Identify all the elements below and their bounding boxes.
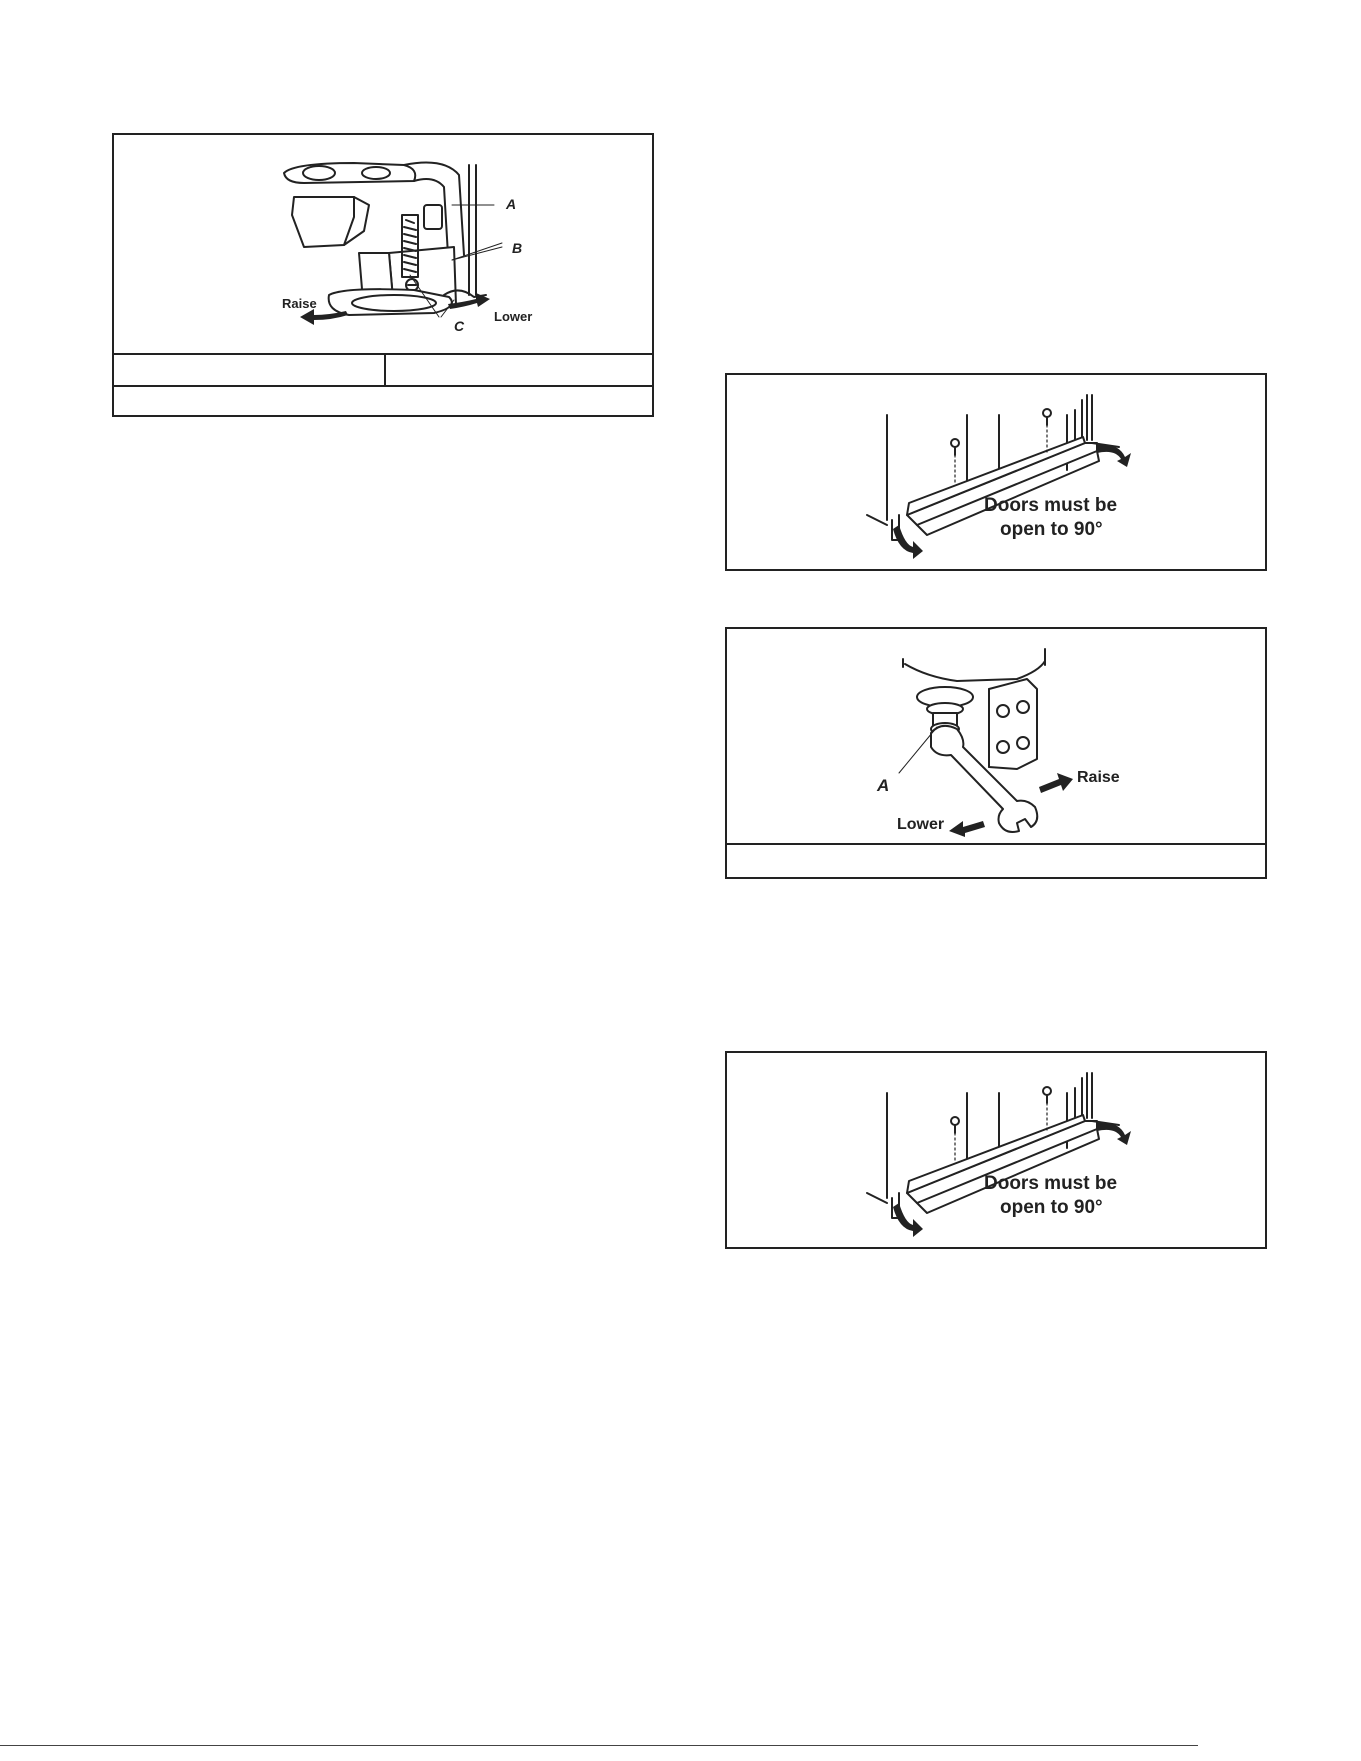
hinge-figure-box xyxy=(112,133,654,417)
grille-illustration-top xyxy=(727,375,1265,569)
footer-rule xyxy=(0,1745,1198,1746)
grille-bottom-caption-line2: open to 90° xyxy=(1000,1197,1103,1218)
hinge-table-cell-divider xyxy=(384,355,386,385)
hinge-callout-c: C xyxy=(454,318,465,334)
wrench-callout-a: A xyxy=(877,776,890,795)
wrench-raise-label: Raise xyxy=(1077,769,1120,786)
hinge-table-row-1 xyxy=(114,353,652,385)
wrench-lower-label: Lower xyxy=(897,816,945,833)
wrench-table-row xyxy=(727,843,1265,877)
grille-top-caption-line2: open to 90° xyxy=(1000,519,1103,540)
grille-figure-bottom-box xyxy=(725,1051,1267,1249)
hinge-table-row-2 xyxy=(114,385,652,415)
hinge-callout-b: B xyxy=(512,240,523,256)
grille-figure-top-box xyxy=(725,373,1267,571)
wrench-figure-box xyxy=(725,627,1267,879)
wrench-illustration xyxy=(727,629,1265,843)
hinge-illustration xyxy=(114,135,652,353)
grille-bottom-caption-line1: Doors must be xyxy=(984,1173,1118,1194)
hinge-lower-label: Lower xyxy=(494,309,533,324)
hinge-raise-label: Raise xyxy=(282,296,317,311)
grille-illustration-bottom xyxy=(727,1053,1265,1247)
hinge-callout-a: A xyxy=(506,196,517,212)
grille-top-caption-line1: Doors must be xyxy=(984,495,1118,516)
